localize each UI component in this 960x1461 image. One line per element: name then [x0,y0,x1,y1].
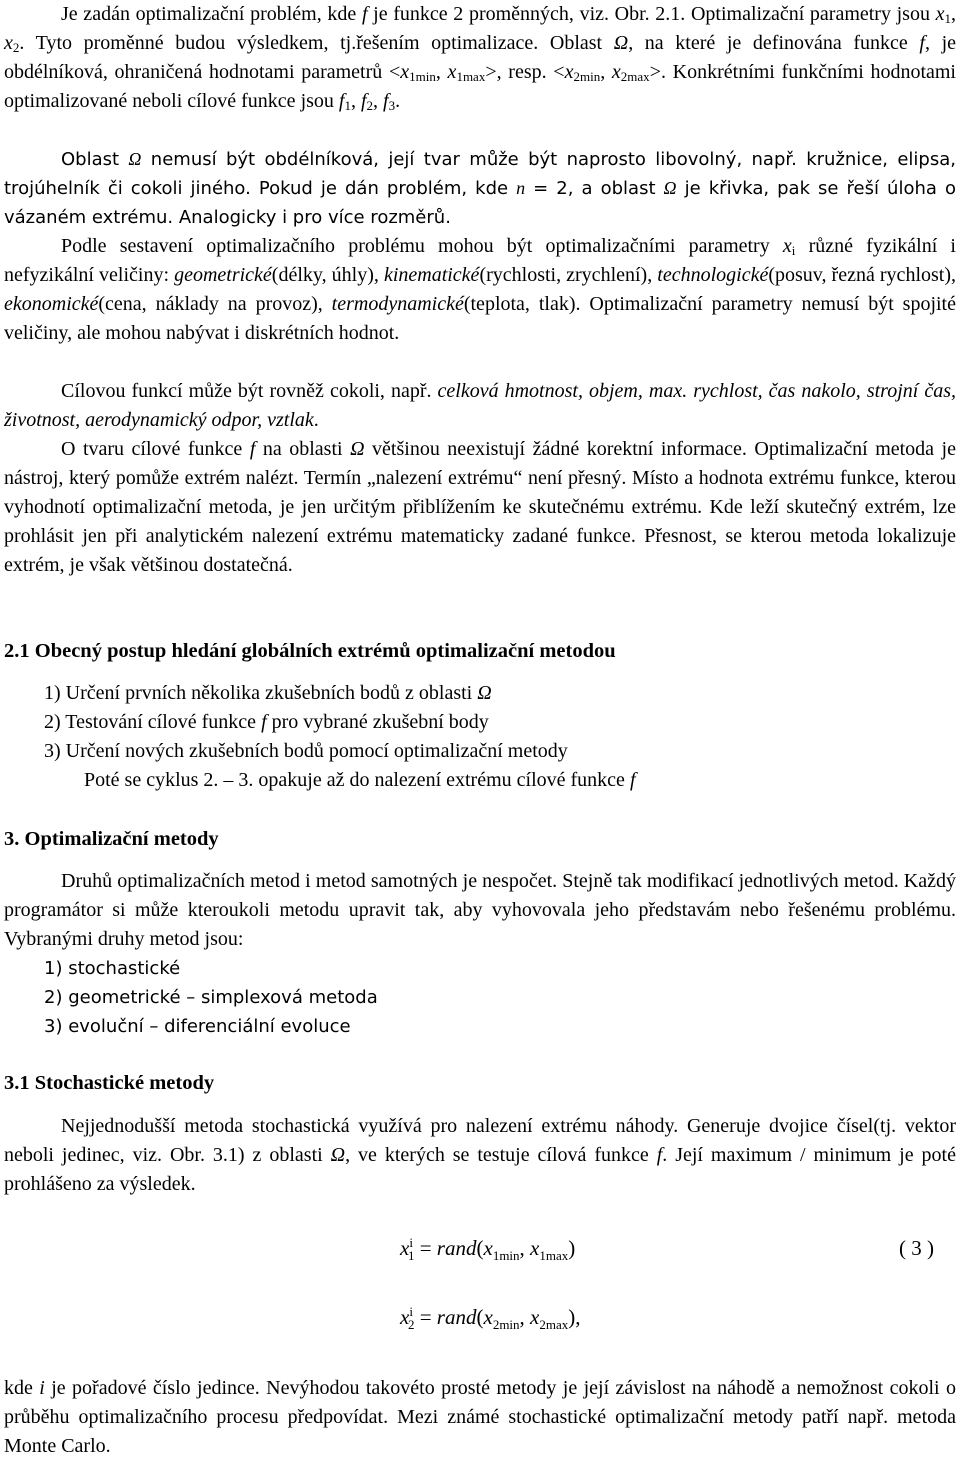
equation-number: ( 3 ) [899,1236,934,1260]
list-item: 3) Určení nových zkušebních bodů pomocí optimalizační metody [44,740,568,762]
list-item: 1) stochastické [44,958,181,979]
section-3-list [4,954,378,1041]
intro-paragraph-4: Cílovou funkcí může být rovněž cokoli, např. celková hmotnost, objem, max. rychlost, čas nakolo, strojní čas, životnost, aerodynamický odpor, vztlak. [4,380,956,431]
section-3-heading: 3. Optimalizační metody [4,828,219,850]
list-continuation: Poté se cyklus 2. – 3. opakuje až do nalezení extrému cílové funkce f [84,769,636,791]
intro-paragraph-3: Podle sestavení optimalizačního problému mohou být optimalizačními parametry $x_i$ různé fyzikální i nefyzikální veličiny: geometrické(délky, úhly), kinematické(rychlosti, zrychlení), technologické(posuv, řezná rychlost), ekonomické(cena, náklady na provoz), termodynamické(teplota, tlak). Optimalizační parametry nemusí být spojité veličiny, ale mohou nabývat i diskrétních hodnot. [4,235,956,344]
equation-2-formula: $x^i_2$ = $rand(x_{2min}$, $x_{2max}$), [400,1304,581,1332]
section-3-paragraph: Druhů optimalizačních metod i metod samotných je nespočet. Stejně tak modifikací jednotlivých metod. Každý programátor si může kteroukoli metodu upravit tak, aby vyhovovala jeho představám nebo řešenému problému. Vybranými druhy metod jsou: [4,870,956,950]
section-3-1-after-equations: kde i je pořadové číslo jedince. Nevýhodou takovéto prosté metody je její závislost na náhodě a nemožnost cokoli o průběhu optimalizačního procesu předpovídat. Mezi známé stochastické optimalizační metody patří např. metoda Monte Carlo. [4,1377,956,1457]
section-2-1-list [4,679,636,795]
intro-paragraph-5: O tvaru cílové funkce f na oblasti Ω většinou neexistují žádné korektní informace. Optimalizační metoda je nástroj, který pomůže extrém nalézt. Termín „nalezení extrému“ není přesný. Místo a hodnota extrému funkce, kterou vyhodnotí optimalizační metoda, je jen určitým přiblížením ke skutečnému extrému. Kde leží skutečný extrém, lze prohlásit jen při analytickém nalezení extrému matematicky zadané funkce. Přesnost, se kterou metoda lokalizuje extrém, je však většinou dostatečná. [4,438,956,576]
list-item: 2) geometrické – simplexová metoda [44,987,378,1008]
section-3-1-paragraph: Nejjednodušší metoda stochastická využívá pro nalezení extrému náhody. Generuje dvojice čísel(tj. vektor neboli jedinec, viz. Obr. 3.1) z oblasti Ω, ve kterých se testuje cílová funkce f. Její maximum / minimum je poté prohlášeno za výsledek. [4,1115,956,1195]
intro-paragraph-1: Je zadán optimalizační problém, kde f je funkce 2 proměnných, viz. Obr. 2.1. Optimalizační parametry jsou $x_1$, $x_2$. Tyto proměnné budou výsledkem, tj.řešením optimalizace. Oblast Ω, na které je definována funkce f, je obdélníková, ohraničená hodnotami parametrů $<x_{1min}$, $x_{1max}>$, resp. $<x_{2min}$, $x_{2max}>$. Konkrétními funkčními hodnotami optimalizované neboli cílové funkce jsou $f_1$, $f_2$, $f_3$. [4,3,957,113]
list-item: 1) Určení prvních několika zkušebních bodů z oblasti Ω [44,682,492,704]
intro-paragraph-2: Oblast Ω nemusí být obdélníková, její tvar může být naprosto libovolný, např. kružnice, elipsa, trojúhelník či cokoli jiného. Pokud je dán problém, kde n = 2, a oblast Ω je křivka, pak se řeší úloha o vázaném extrému. Analogicky i pro více rozměrů. [4,149,956,228]
equation-1-formula: $x^i_1$ = $rand(x_{1min}$, $x_{1max}$) [400,1235,576,1263]
section-3-1-heading: 3.1 Stochastické metody [4,1072,215,1094]
list-item: 2) Testování cílové funkce f pro vybrané zkušební body [44,711,489,733]
section-2-1-heading: 2.1 Obecný postup hledání globálních extrémů optimalizační metodou [4,640,616,662]
list-item: 3) evoluční – diferenciální evoluce [44,1016,351,1037]
